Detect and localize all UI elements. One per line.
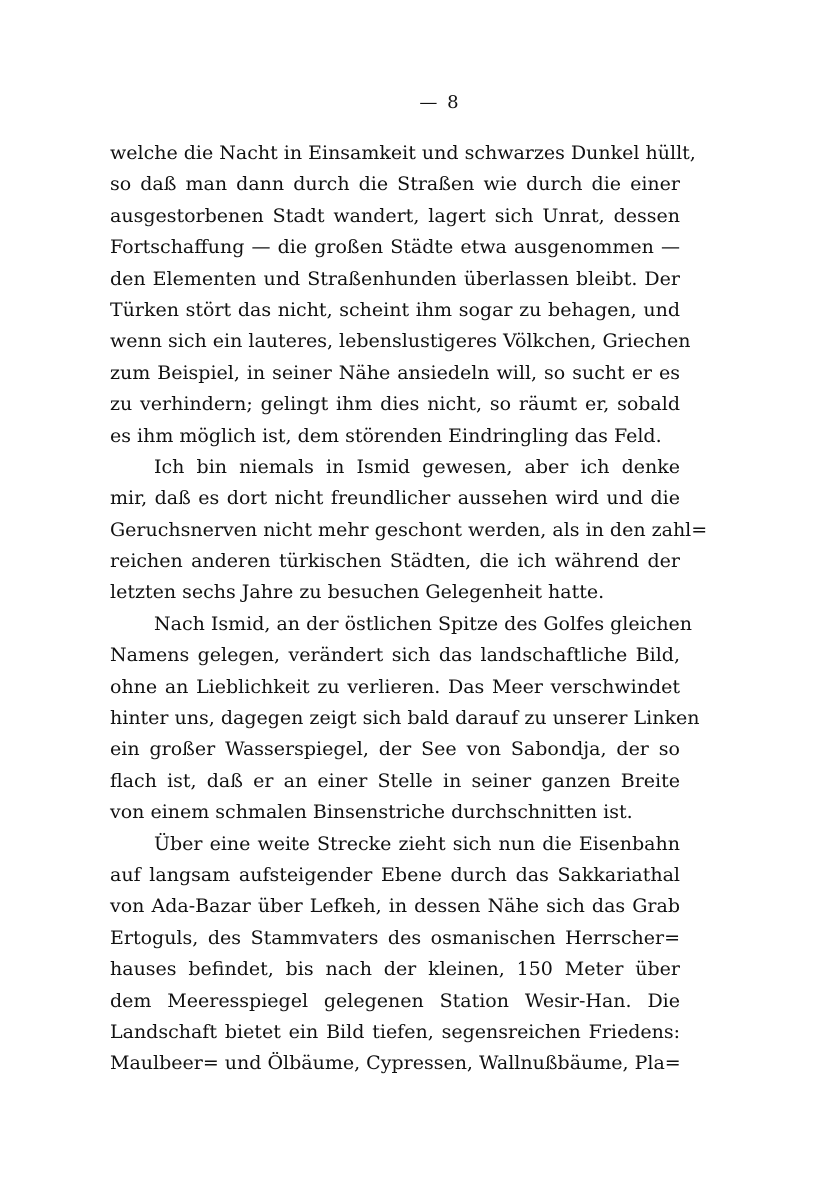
text-line: flach ist, daß er an einer Stelle in seiner ganzen Breite	[110, 769, 680, 792]
text-line: ausgestorbenen Stadt wandert, lagert sich Unrat, dessen	[110, 204, 680, 227]
text-line: zu verhindern; gelingt ihm dies nicht, so räumt er, sobald	[110, 393, 680, 416]
text-line: reichen anderen türkischen Städten, die ich während der	[110, 550, 680, 573]
text-line: den Elementen und Straßenhunden überlassen bleibt. Der	[110, 267, 680, 290]
text-line: Ich bin niemals in Ismid gewesen, aber ich denke	[154, 455, 680, 478]
text-line: auf langsam aufsteigender Ebene durch das Sakkariathal	[110, 863, 680, 886]
text-line: zum Beispiel, in seiner Nähe ansiedeln will, so sucht er es	[110, 361, 680, 384]
text-line: hauses befindet, bis nach der kleinen, 150 Meter über	[110, 958, 680, 981]
text-line: ohne an Lieblichkeit zu verlieren. Das Meer verschwindet	[110, 675, 680, 698]
text-line: Geruchsnerven nicht mehr geschont werden, als in den zahl=	[110, 518, 708, 541]
text-line: Ertoguls, des Stammvaters des osmanischen Herrscher=	[110, 926, 680, 949]
text-line: letzten sechs Jahre zu besuchen Gelegenheit hatte.	[110, 581, 605, 604]
text-line: Über eine weite Strecke zieht sich nun die Eisenbahn	[154, 832, 680, 855]
text-line: Nach Ismid, an der östlichen Spitze des Golfes gleichen	[154, 612, 693, 635]
text-line: wenn sich ein lauteres, lebenslustigeres Völkchen, Griechen	[110, 330, 691, 353]
text-line: hinter uns, dagegen zeigt sich bald darauf zu unserer Linken	[110, 707, 700, 730]
text-line: Türken stört das nicht, scheint ihm sogar zu behagen, und	[110, 298, 680, 321]
text-line: Namens gelegen, verändert sich das landschaftliche Bild,	[110, 644, 680, 667]
text-line: Fortschaffung — die großen Städte etwa ausgenommen —	[110, 236, 680, 259]
page-number: — 8	[419, 92, 461, 113]
text-line: mir, daß es dort nicht freundlicher aussehen wird und die	[110, 487, 680, 510]
text-line: von einem schmalen Binsenstriche durchschnitten ist.	[110, 801, 633, 824]
text-line: dem Meeresspiegel gelegenen Station Wesir-Han. Die	[110, 989, 680, 1012]
text-line: welche die Nacht in Einsamkeit und schwarzes Dunkel hüllt,	[110, 142, 696, 164]
text-line: es ihm möglich ist, dem störenden Eindringling das Feld.	[110, 424, 662, 447]
text-line: Maulbeer= und Ölbäume, Cypressen, Wallnußbäume, Pla=	[110, 1052, 681, 1075]
text-line: von Ada-Bazar über Lefkeh, in dessen Nähe sich das Grab	[110, 895, 680, 918]
text-line: Landschaft bietet ein Bild tiefen, segensreichen Friedens:	[110, 1020, 680, 1043]
text-line: ein großer Wasserspiegel, der See von Sabondja, der so	[110, 738, 680, 761]
text-line: so daß man dann durch die Straßen wie durch die einer	[110, 173, 680, 196]
body-text	[110, 138, 708, 1080]
